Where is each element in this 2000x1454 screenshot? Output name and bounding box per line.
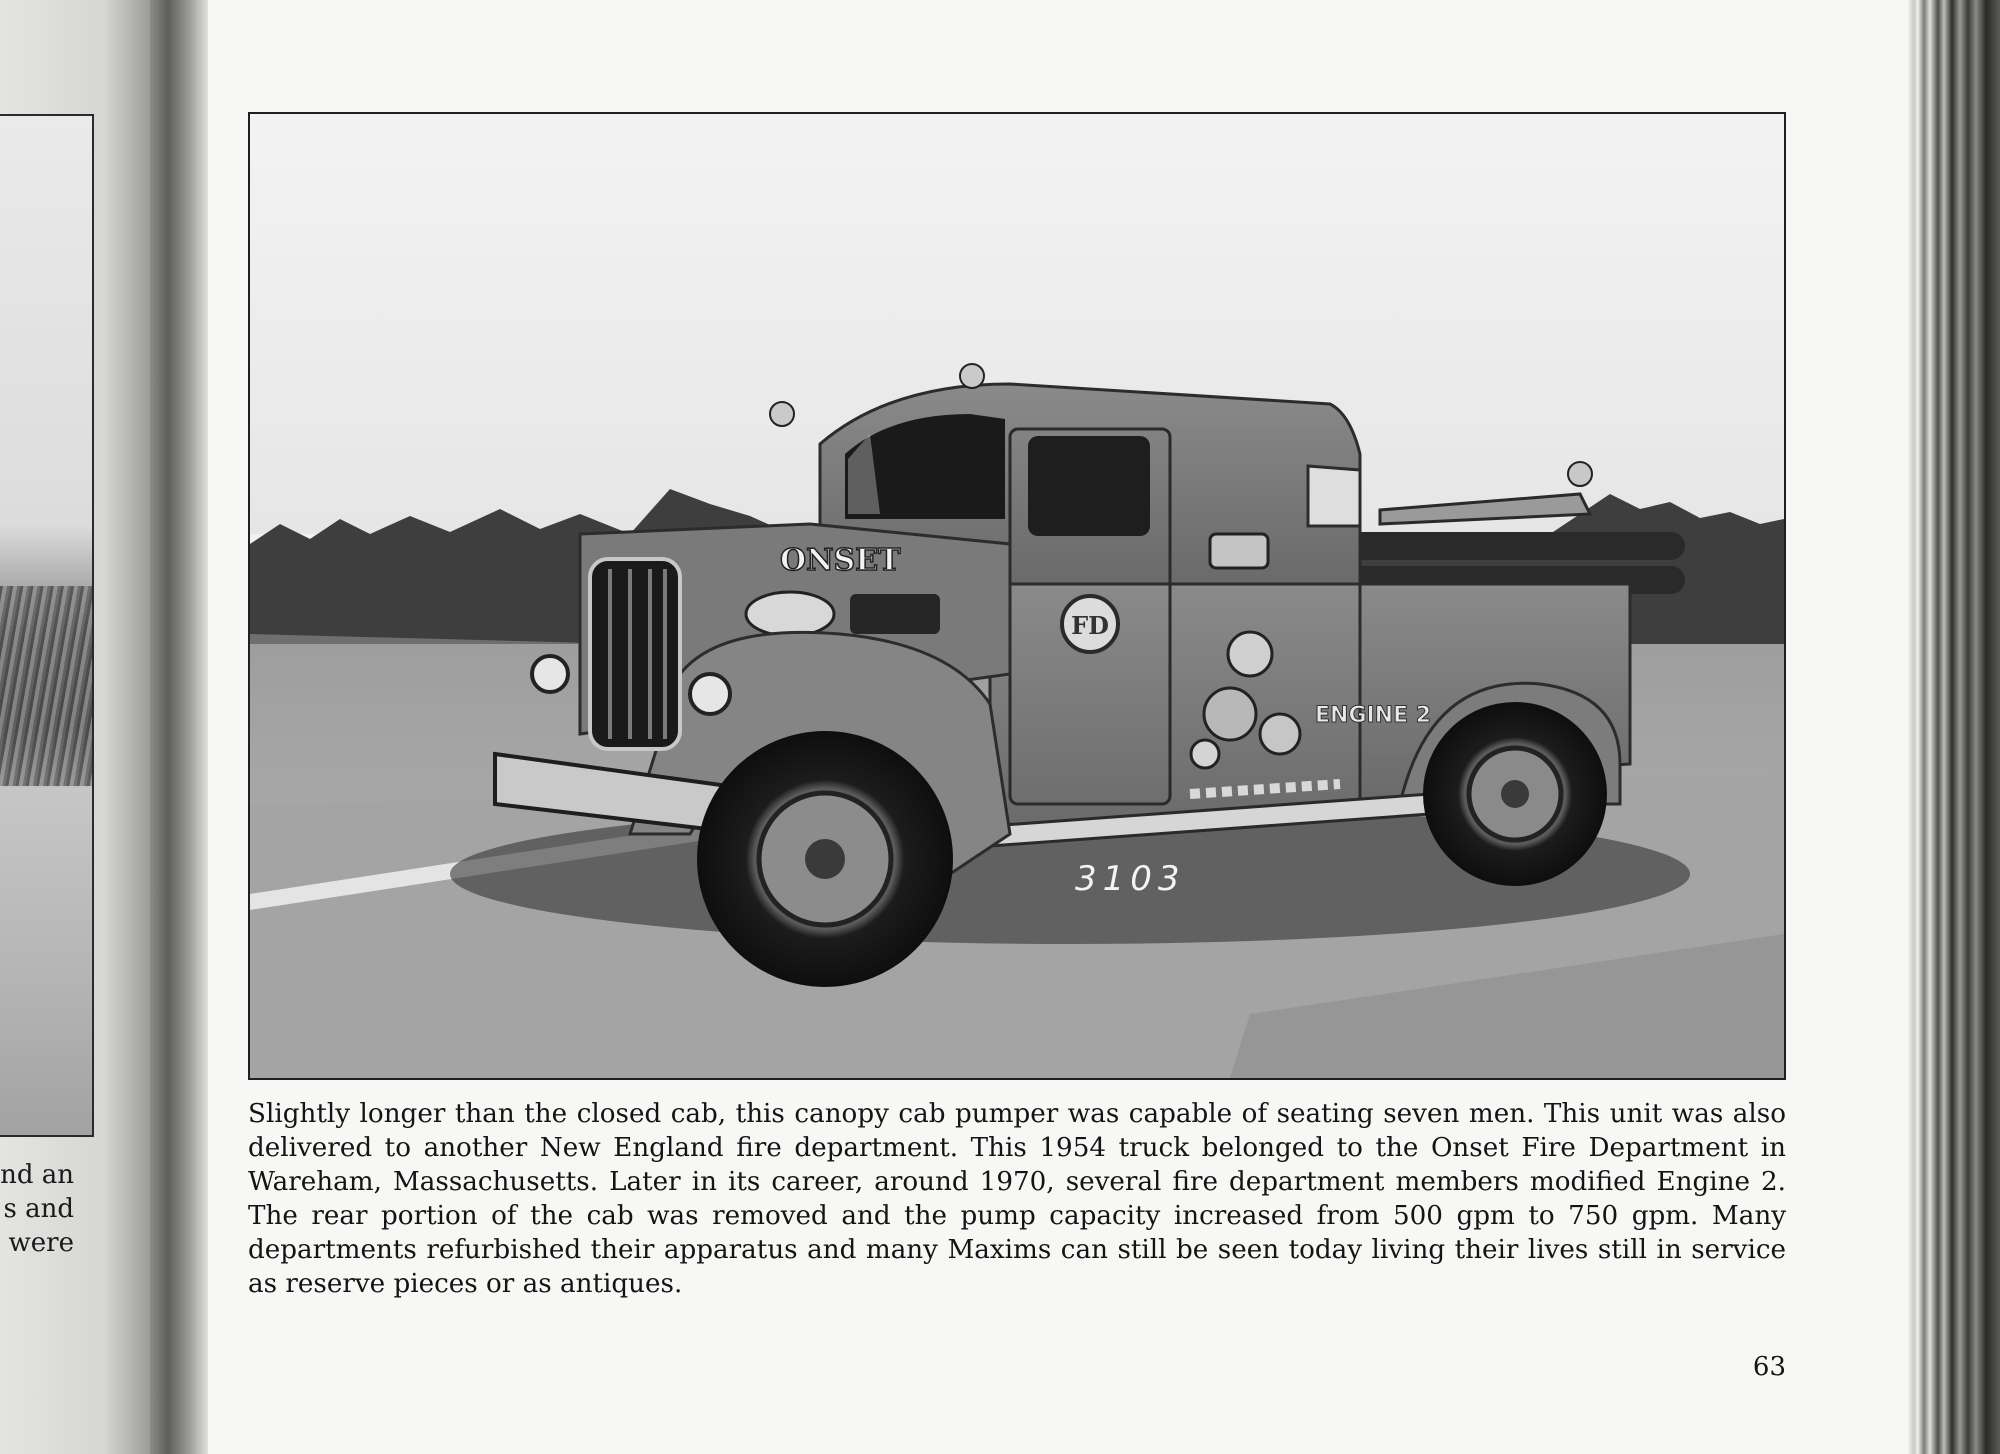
fire-truck-photo [248, 112, 1786, 1080]
facing-page-text [0, 1158, 74, 1260]
facing-text-line: nd an [0, 1160, 74, 1190]
negative-number: 3103 [1075, 859, 1186, 899]
page-number: 63 [1752, 1352, 1786, 1382]
onset-lettering: ONSET [780, 543, 901, 578]
engine-lettering: ENGINE 2 [1315, 703, 1432, 728]
facing-text-line: s and [3, 1194, 74, 1224]
facing-text-line: were [8, 1228, 74, 1258]
page-edges [1908, 0, 2000, 1454]
photo-caption: Slightly longer than the closed cab, this canopy cab pumper was capable of seating seven men. This unit was also delivered to another New England fire department. This 1954 truck belonged to the Onset Fire Department in Wareham, Massachusetts. Later in its career, around 1970, several fire department members modified Engine 2. The rear portion of the cab was removed and the pump capacity increased from 500 gpm to 750 gpm. Many departments refurbished their apparatus and many Maxims can still be seen today living their lives still in service as reserve pieces or as antiques. [248, 1099, 1786, 1299]
facing-page-photo [0, 114, 94, 1137]
facing-photo-trees [0, 586, 92, 786]
door-badge: FD [1071, 611, 1109, 640]
book-gutter [150, 0, 210, 1454]
fire-truck-illustration [250, 114, 1784, 1078]
